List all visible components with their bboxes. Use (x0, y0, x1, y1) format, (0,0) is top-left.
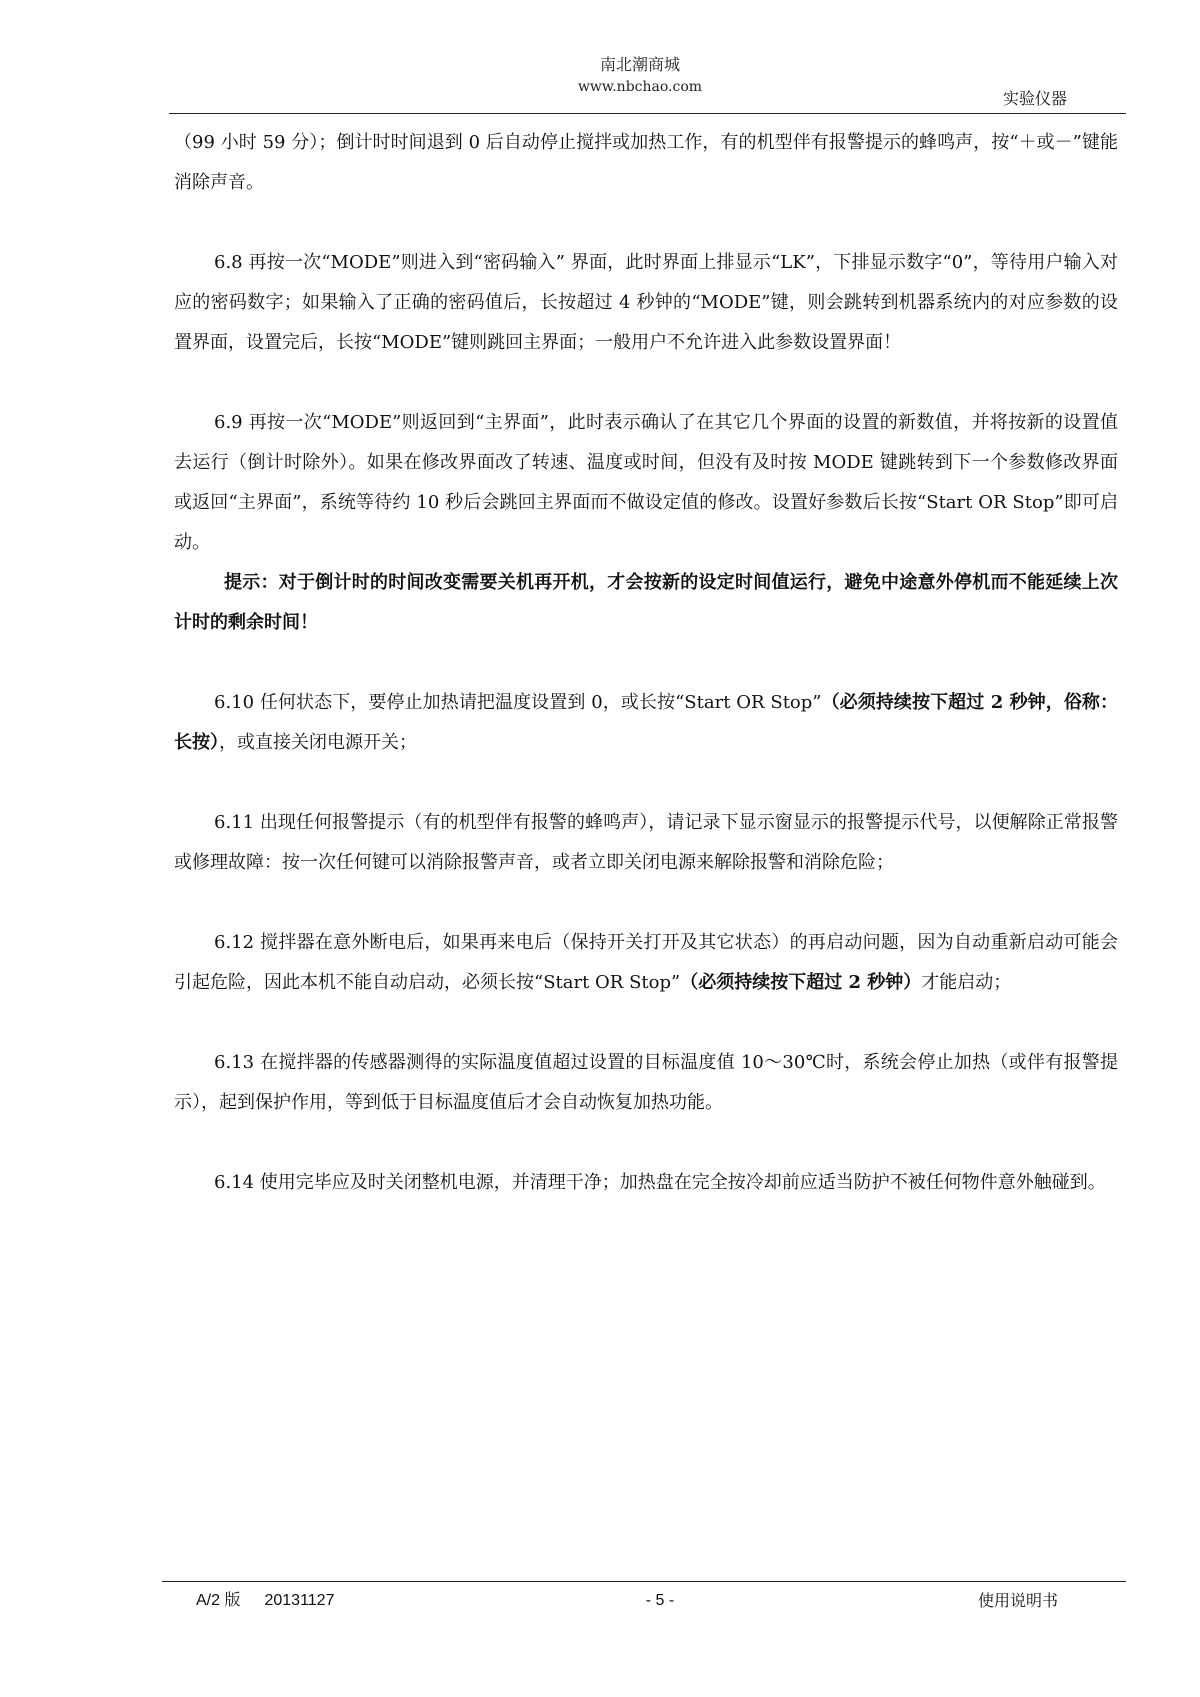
footer-divider (162, 1581, 1126, 1582)
paragraph-6-12-end: 才能启动； (921, 972, 1012, 993)
paragraph-6-8: 6.8 再按一次“MODE”则进入到“密码输入” 界面，此时界面上排显示“LK”，下排显示数字“0”，等待用户输入对应的密码数字；如果输入了正确的密码值后，长按超过 4 秒钟的“MODE”键，则会跳转到机器系统内的对应参数的设置界面，设置完后，长按“MODE”键则跳回主界面；一般用户不允许进入此参数设置界面！ (174, 252, 1118, 353)
paragraph-6-12-text: 6.12 搅拌器在意外断电后，如果再来电后（保持开关打开及其它状态）的再启动问题，因为自动重新启动可能会引起危险，因此本机不能自动启动，必须长按“Start OR Stop” (174, 932, 1118, 993)
header-site-url: www.nbchao.com (577, 79, 703, 95)
document-body (174, 123, 1118, 1243)
footer-doc-title: 使用说明书 (977, 1591, 1058, 1610)
paragraph-6-12-emphasis: （必须持续按下超过 2 秒钟） (680, 972, 922, 993)
paragraph-6-9: 6.9 再按一次“MODE”则返回到“主界面”，此时表示确认了在其它几个界面的设置的新数值，并将按新的设置值去运行（倒计时除外）。如果在修改界面改了转速、温度或时间，但没有及时按 MODE 键跳转到下一个参数修改界面或返回“主界面”，系统等待约 10 秒后会跳回主界面而不做设定值的修改。设置好参数后长按“Start OR Stop”即可启动。 (174, 412, 1118, 553)
paragraph-6-10 (174, 683, 1118, 763)
footer-date: 20131127 (264, 1592, 335, 1609)
header-category: 实验仪器 (1002, 89, 1067, 108)
paragraph-6-12 (174, 923, 1118, 1003)
paragraph-6-10-end: ，或直接关闭电源开关； (219, 732, 417, 753)
paragraph-6-13: 6.13 在搅拌器的传感器测得的实际温度值超过设置的目标温度值 10～30℃时，系统会停止加热（或伴有报警提示），起到保护作用，等到低于目标温度值后才会自动恢复加热功能。 (174, 1052, 1118, 1113)
paragraph-6-14: 6.14 使用完毕应及时关闭整机电源，并清理干净；加热盘在完全按冷却前应适当防护不被任何物件意外触碰到。 (214, 1172, 1106, 1193)
footer-page-number: - 5 - (645, 1592, 675, 1609)
paragraph-6-11: 6.11 出现任何报警提示（有的机型伴有报警的蜂鸣声），请记录下显示窗显示的报警提示代号，以便解除正常报警或修理故障：按一次任何键可以消除报警声音，或者立即关闭电源来解除报警和消除危险； (174, 812, 1118, 873)
footer-version: A/2 版 (196, 1592, 241, 1609)
header-divider (169, 113, 1126, 114)
paragraph-6-10-emphasis: （必须持续按下超过 2 秒钟，俗称：长按） (174, 692, 1119, 753)
paragraph-continued: （99 小时 59 分）；倒计时时间退到 0 后自动停止搅拌或加热工作，有的机型伴有报警提示的蜂鸣声，按“＋或－”键能消除声音。 (174, 132, 1118, 193)
paragraph-6-10-text: 6.10 任何状态下，要停止加热请把温度设置到 0，或长按“Start OR Stop” (214, 692, 822, 713)
footer-version-info (196, 1590, 334, 1612)
header-site-name: 南北潮商城 (599, 55, 680, 74)
tip-note: 提示：对于倒计时的时间改变需要关机再开机，才会按新的设定时间值运行，避免中途意外停机而不能延续上次计时的剩余时间！ (174, 572, 1118, 633)
